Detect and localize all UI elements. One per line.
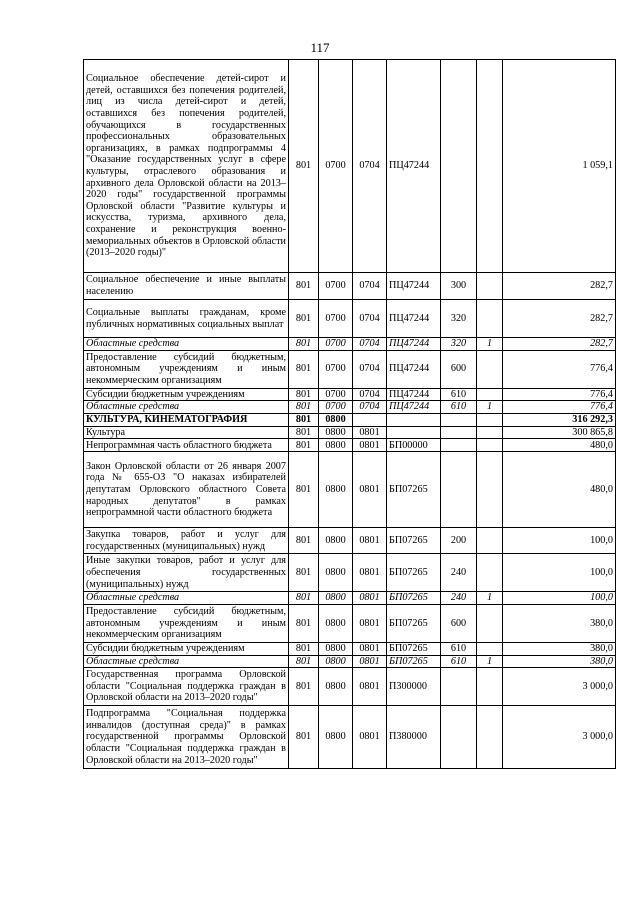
row-sum: 3 000,0	[503, 706, 616, 769]
row-vr	[441, 452, 477, 528]
table-row	[84, 426, 616, 439]
row-rz: 0800	[319, 642, 353, 655]
budget-table	[83, 59, 616, 769]
row-name: Закон Орловской области от 26 января 2007 года № 655-ОЗ "О наказах избирателей депутатам Орловского областного Совета народных депутатов" в рамках непрограммной части областного бюджета	[84, 452, 289, 528]
row-grbs: 801	[289, 388, 319, 401]
row-name: Культура	[84, 426, 289, 439]
row-csr: БП07265	[387, 452, 441, 528]
row-sum: 380,0	[503, 604, 616, 642]
row-csr: БП07265	[387, 592, 441, 605]
row-src	[477, 300, 503, 338]
row-name: Предоставление субсидий бюджетным, автономным учреждениям и иным некоммерческим организациям	[84, 604, 289, 642]
row-name: Социальное обеспечение и иные выплаты населению	[84, 273, 289, 300]
row-src	[477, 452, 503, 528]
page-number: 117	[310, 40, 330, 55]
row-vr: 610	[441, 388, 477, 401]
table-row	[84, 388, 616, 401]
table-row	[84, 338, 616, 351]
row-src: 1	[477, 655, 503, 668]
row-pr: 0801	[353, 706, 387, 769]
row-sum: 282,7	[503, 273, 616, 300]
row-rz: 0700	[319, 300, 353, 338]
row-sum: 282,7	[503, 338, 616, 351]
row-src	[477, 60, 503, 273]
row-sum: 776,4	[503, 388, 616, 401]
row-name: Субсидии бюджетным учреждениям	[84, 388, 289, 401]
row-rz: 0700	[319, 273, 353, 300]
row-rz: 0800	[319, 439, 353, 452]
row-pr: 0704	[353, 60, 387, 273]
row-rz: 0800	[319, 706, 353, 769]
row-src	[477, 554, 503, 592]
row-pr: 0801	[353, 426, 387, 439]
row-grbs: 801	[289, 528, 319, 554]
row-vr: 610	[441, 401, 477, 414]
row-csr: П380000	[387, 706, 441, 769]
table-row	[84, 528, 616, 554]
row-pr: 0801	[353, 439, 387, 452]
table-row	[84, 350, 616, 388]
row-sum: 300 865,8	[503, 426, 616, 439]
row-vr: 200	[441, 528, 477, 554]
row-vr: 600	[441, 604, 477, 642]
row-name: Государственная программа Орловской области "Социальная поддержка граждан в Орловской области на 2013–2020 годы"	[84, 668, 289, 706]
table-row	[84, 655, 616, 668]
row-name: Иные закупки товаров, работ и услуг для обеспечения государственных (муниципальных) нужд	[84, 554, 289, 592]
table-row	[84, 554, 616, 592]
row-rz: 0800	[319, 426, 353, 439]
row-src	[477, 350, 503, 388]
row-vr: 610	[441, 642, 477, 655]
row-sum: 480,0	[503, 452, 616, 528]
row-pr: 0704	[353, 350, 387, 388]
row-vr: 240	[441, 592, 477, 605]
row-grbs: 801	[289, 452, 319, 528]
row-vr: 320	[441, 338, 477, 351]
row-sum: 316 292,3	[503, 413, 616, 426]
row-csr: ПЦ47244	[387, 273, 441, 300]
row-pr: 0801	[353, 655, 387, 668]
row-grbs: 801	[289, 706, 319, 769]
row-rz: 0700	[319, 388, 353, 401]
row-vr: 240	[441, 554, 477, 592]
row-grbs: 801	[289, 401, 319, 414]
row-csr: БП07265	[387, 604, 441, 642]
row-csr: БП00000	[387, 439, 441, 452]
row-pr: 0801	[353, 592, 387, 605]
row-name: КУЛЬТУРА, КИНЕМАТОГРАФИЯ	[84, 413, 289, 426]
row-csr: ПЦ47244	[387, 60, 441, 273]
row-name: Областные средства	[84, 592, 289, 605]
row-csr: БП07265	[387, 655, 441, 668]
row-csr: ПЦ47244	[387, 388, 441, 401]
row-sum: 100,0	[503, 528, 616, 554]
row-name: Субсидии бюджетным учреждениям	[84, 642, 289, 655]
row-csr: ПЦ47244	[387, 300, 441, 338]
row-csr: БП07265	[387, 528, 441, 554]
row-csr: ПЦ47244	[387, 401, 441, 414]
row-rz: 0700	[319, 60, 353, 273]
row-grbs: 801	[289, 604, 319, 642]
row-src	[477, 413, 503, 426]
row-rz: 0800	[319, 452, 353, 528]
row-grbs: 801	[289, 350, 319, 388]
row-name: Областные средства	[84, 655, 289, 668]
row-name: Социальное обеспечение детей-сирот и детей, оставшихся без попечения родителей, лиц из числа детей-сирот и детей, оставшихся без попечения родителей, обучающихся в государственных профессиональных образовательных организациях, в рамках подпрограммы 4 "Оказание государственных услуг в сфере культуры, отраслевого образования и архивного дела Орловской области на 2013–2020 годы" государственной программы Орловской области "Развитие культуры и искусства, туризма, архивного дела, сохранение и реконструкция военно-мемориальных объектов в Орловской области (2013–2020 годы)"	[84, 60, 289, 273]
row-name: Социальные выплаты гражданам, кроме публичных нормативных социальных выплат	[84, 300, 289, 338]
table-row	[84, 413, 616, 426]
row-rz: 0800	[319, 655, 353, 668]
row-grbs: 801	[289, 413, 319, 426]
table-row	[84, 273, 616, 300]
row-name: Непрограммная часть областного бюджета	[84, 439, 289, 452]
table-row	[84, 668, 616, 706]
row-src	[477, 273, 503, 300]
row-rz: 0800	[319, 528, 353, 554]
row-sum: 776,4	[503, 401, 616, 414]
row-pr: 0801	[353, 668, 387, 706]
row-vr: 600	[441, 350, 477, 388]
row-csr: БП07265	[387, 642, 441, 655]
table-row	[84, 642, 616, 655]
row-grbs: 801	[289, 439, 319, 452]
row-vr	[441, 668, 477, 706]
table-row	[84, 439, 616, 452]
row-vr	[441, 60, 477, 273]
row-grbs: 801	[289, 554, 319, 592]
row-rz: 0700	[319, 350, 353, 388]
row-csr	[387, 413, 441, 426]
row-csr: ПЦ47244	[387, 350, 441, 388]
row-pr: 0801	[353, 554, 387, 592]
row-sum: 380,0	[503, 642, 616, 655]
row-sum: 1 059,1	[503, 60, 616, 273]
row-sum: 380,0	[503, 655, 616, 668]
row-rz: 0800	[319, 604, 353, 642]
row-rz: 0800	[319, 592, 353, 605]
table-row	[84, 452, 616, 528]
table-row	[84, 300, 616, 338]
row-name: Областные средства	[84, 338, 289, 351]
row-vr	[441, 439, 477, 452]
row-rz: 0800	[319, 413, 353, 426]
row-vr: 320	[441, 300, 477, 338]
row-vr	[441, 426, 477, 439]
row-sum: 282,7	[503, 300, 616, 338]
row-pr: 0704	[353, 388, 387, 401]
row-csr: ПЦ47244	[387, 338, 441, 351]
row-sum: 100,0	[503, 592, 616, 605]
row-pr: 0704	[353, 401, 387, 414]
row-sum: 480,0	[503, 439, 616, 452]
row-pr: 0704	[353, 273, 387, 300]
row-csr: П300000	[387, 668, 441, 706]
row-vr: 300	[441, 273, 477, 300]
row-grbs: 801	[289, 300, 319, 338]
row-sum: 776,4	[503, 350, 616, 388]
table-row	[84, 60, 616, 273]
row-rz: 0800	[319, 554, 353, 592]
row-src: 1	[477, 592, 503, 605]
row-src	[477, 706, 503, 769]
row-grbs: 801	[289, 273, 319, 300]
row-vr: 610	[441, 655, 477, 668]
row-name: Предоставление субсидий бюджетным, автономным учреждениям и иным некоммерческим организациям	[84, 350, 289, 388]
row-src	[477, 439, 503, 452]
row-vr	[441, 413, 477, 426]
row-csr	[387, 426, 441, 439]
row-csr: БП07265	[387, 554, 441, 592]
row-src: 1	[477, 338, 503, 351]
table-row	[84, 604, 616, 642]
row-pr	[353, 413, 387, 426]
row-grbs: 801	[289, 338, 319, 351]
row-sum: 3 000,0	[503, 668, 616, 706]
row-src	[477, 426, 503, 439]
row-grbs: 801	[289, 426, 319, 439]
table-row	[84, 401, 616, 414]
row-src	[477, 668, 503, 706]
row-rz: 0700	[319, 401, 353, 414]
row-grbs: 801	[289, 655, 319, 668]
row-pr: 0801	[353, 642, 387, 655]
row-vr	[441, 706, 477, 769]
row-pr: 0704	[353, 338, 387, 351]
row-src	[477, 388, 503, 401]
row-pr: 0704	[353, 300, 387, 338]
row-grbs: 801	[289, 668, 319, 706]
table-row	[84, 706, 616, 769]
row-rz: 0700	[319, 338, 353, 351]
row-name: Закупка товаров, работ и услуг для государственных (муниципальных) нужд	[84, 528, 289, 554]
row-pr: 0801	[353, 452, 387, 528]
row-grbs: 801	[289, 60, 319, 273]
row-src	[477, 642, 503, 655]
table-row	[84, 592, 616, 605]
row-grbs: 801	[289, 642, 319, 655]
row-grbs: 801	[289, 592, 319, 605]
row-name: Подпрограмма "Социальная поддержка инвалидов (доступная среда)" в рамках государственной программы Орловской области "Социальная поддержка граждан в Орловской области на 2013–2020 годы"	[84, 706, 289, 769]
row-src	[477, 528, 503, 554]
row-name: Областные средства	[84, 401, 289, 414]
row-pr: 0801	[353, 604, 387, 642]
row-pr: 0801	[353, 528, 387, 554]
row-src	[477, 604, 503, 642]
row-sum: 100,0	[503, 554, 616, 592]
row-rz: 0800	[319, 668, 353, 706]
row-src: 1	[477, 401, 503, 414]
